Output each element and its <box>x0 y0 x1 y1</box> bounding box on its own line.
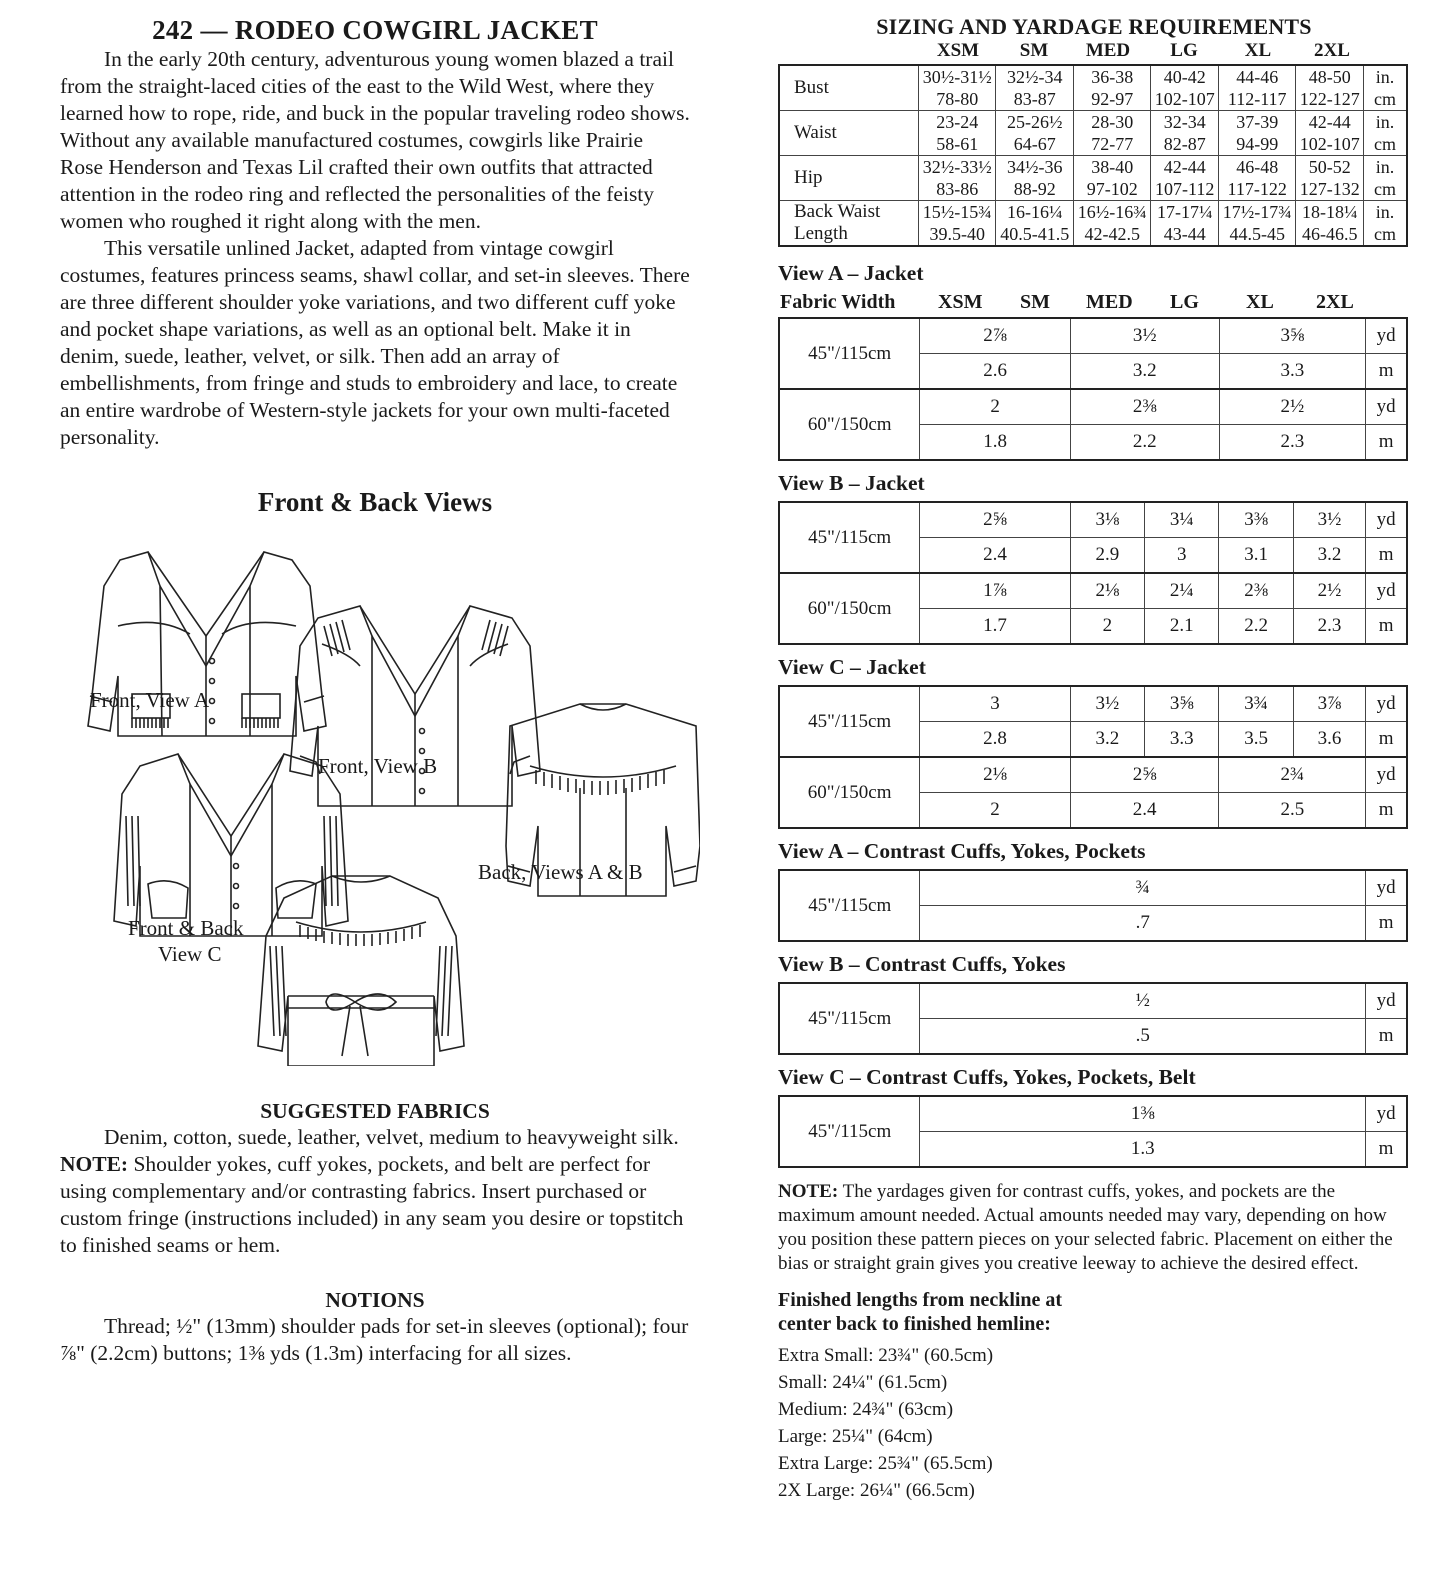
measurement-row <box>779 201 1407 224</box>
measurement-row <box>779 156 1407 179</box>
fabric-width-header <box>778 291 1410 317</box>
measurement-in-cell: 48-50 <box>1296 65 1364 88</box>
size-sm: SM <box>1019 40 1049 61</box>
fabric-width-cell: 60"/150cm <box>779 389 920 460</box>
yardage-yd-cell: 2⅜ <box>1219 573 1293 609</box>
unit-m-label: m <box>1366 425 1407 461</box>
unit-in-label: in. <box>1364 201 1408 224</box>
measurement-in-cell: 17-17¼ <box>1151 201 1219 224</box>
view-c-contrast-title: View C – Contrast Cuffs, Yokes, Pockets, Belt <box>778 1065 1196 1089</box>
size-header-row <box>778 40 1410 64</box>
unit-m-label: m <box>1366 906 1407 942</box>
yardage-yd-cell: 2⅜ <box>1070 389 1219 425</box>
measurement-cm-cell: 78-80 <box>919 88 996 111</box>
fw-size-sm: SM <box>1020 291 1050 313</box>
measurement-in-cell: 17½-17¾ <box>1218 201 1295 224</box>
yardage-m-cell: 2.9 <box>1070 538 1144 574</box>
unit-m-label: m <box>1366 538 1407 574</box>
right-column <box>778 14 1410 1504</box>
measurement-cm-cell: 72-77 <box>1073 133 1150 156</box>
measurement-cm-cell: 82-87 <box>1151 133 1219 156</box>
unit-m-label: m <box>1366 1019 1407 1055</box>
yardage-yd-cell: 3¾ <box>1219 686 1293 722</box>
measurement-row <box>779 111 1407 134</box>
yardage-m-cell: 2.3 <box>1219 425 1366 461</box>
unit-m-label: m <box>1366 1132 1407 1168</box>
measurement-cm-cell: 43-44 <box>1151 223 1219 246</box>
measurement-in-cell: 50-52 <box>1296 156 1364 179</box>
intro-paragraph-2: This versatile unlined Jacket, adapted from vintage cowgirl costumes, features princess seams, shawl collar, and set-in sleeves. There are three different shoulder yoke variations, and two different cuff yoke and pocket shape variations, as well as an optional belt. Make it in denim, suede, leather, velvet, or silk. Then add an array of embellishments, from fringe and studs to embroidery and lace, to create an entire wardrobe of Western-style jackets for your own multi-faceted personality. <box>60 236 690 449</box>
yardage-row <box>779 389 1407 425</box>
yardage-yd-cell: 2 <box>920 389 1071 425</box>
unit-m-label: m <box>1366 609 1407 645</box>
yardage-m-cell: 2.2 <box>1070 425 1219 461</box>
yardage-yd-cell: 2¾ <box>1219 757 1366 793</box>
yardage-row <box>779 318 1407 354</box>
yardage-m-cell: 1.3 <box>920 1132 1366 1168</box>
view-b-jacket-title: View B – Jacket <box>778 471 925 495</box>
intro-paragraph-1: In the early 20th century, adventurous young women blazed a trail from the straight-laced cities of the east to the Wild West, where they learned how to rope, ride, and buck in the popular traveling rodeo shows. Without any available manufactured costumes, cowgirls like Prairie Rose Henderson and Texas Lil crafted their own outfits that attracted attention in the rodeo ring and reflected the personalities of the feisty women who roughed it right along with the men. <box>60 47 690 233</box>
measurement-in-cell: 15½-15¾ <box>919 201 996 224</box>
size-xl: XL <box>1244 40 1272 61</box>
measurement-cm-cell: 42-42.5 <box>1073 223 1150 246</box>
unit-cm-label: cm <box>1364 133 1408 156</box>
suggested-fabrics-heading: SUGGESTED FABRICS <box>260 1099 490 1123</box>
unit-in-label: in. <box>1364 65 1408 88</box>
view-c-contrast-table <box>778 1095 1408 1168</box>
measurement-cm-cell: 112-117 <box>1218 88 1295 111</box>
measurement-cm-cell: 88-92 <box>996 178 1073 201</box>
unit-m-label: m <box>1366 722 1407 758</box>
yardage-m-cell: 3.3 <box>1145 722 1219 758</box>
measurement-label: Hip <box>779 156 919 201</box>
size-2xl: 2XL <box>1314 40 1350 61</box>
yardage-yd-cell: 3½ <box>1070 318 1219 354</box>
yardage-yd-cell: ½ <box>920 983 1366 1019</box>
unit-yd-label: yd <box>1366 573 1407 609</box>
measurement-cm-cell: 92-97 <box>1073 88 1150 111</box>
fabric-width-cell: 45"/115cm <box>779 983 920 1054</box>
measurement-in-cell: 46-48 <box>1218 156 1295 179</box>
jacket-illustrations <box>60 526 700 1066</box>
unit-yd-label: yd <box>1366 757 1407 793</box>
yardage-m-cell: 3.3 <box>1219 354 1366 390</box>
view-b-contrast-table <box>778 982 1408 1055</box>
yardage-m-cell: 2.2 <box>1219 609 1293 645</box>
measurement-in-cell: 34½-36 <box>996 156 1073 179</box>
size-xsm: XSM <box>936 40 980 61</box>
fw-size-2xl: 2XL <box>1316 291 1354 313</box>
left-column <box>60 14 690 1367</box>
fabric-width-cell: 60"/150cm <box>779 757 920 828</box>
measurement-cm-cell: 39.5-40 <box>919 223 996 246</box>
unit-cm-label: cm <box>1364 178 1408 201</box>
measurement-in-cell: 44-46 <box>1218 65 1295 88</box>
measurement-cm-cell: 83-86 <box>919 178 996 201</box>
fw-size-xsm: XSM <box>938 291 983 313</box>
measurement-cm-cell: 40.5-41.5 <box>996 223 1073 246</box>
finished-lengths-heading <box>778 1288 1410 1336</box>
measurement-in-cell: 32-34 <box>1151 111 1219 134</box>
caption-front-back-c-line2: View C <box>158 942 222 966</box>
finished-length-item: Extra Small: 23¾" (60.5cm) <box>778 1345 994 1366</box>
yardage-m-cell: .7 <box>920 906 1366 942</box>
measurement-label: Bust <box>779 65 919 111</box>
finished-head-line1: Finished lengths from neckline at <box>778 1289 1063 1311</box>
measurement-cm-cell: 122-127 <box>1296 88 1364 111</box>
body-measurements-table <box>778 64 1408 247</box>
measurement-in-cell: 38-40 <box>1073 156 1150 179</box>
yardage-row <box>779 502 1407 538</box>
yardage-m-cell: 3.2 <box>1070 354 1219 390</box>
notions-heading: NOTIONS <box>325 1288 425 1312</box>
view-a-yardage-table <box>778 317 1408 461</box>
unit-yd-label: yd <box>1366 686 1407 722</box>
yardage-row <box>779 686 1407 722</box>
finished-length-item: Small: 24¼" (61.5cm) <box>778 1372 948 1393</box>
unit-yd-label: yd <box>1366 1096 1407 1132</box>
fabrics-text-part2: Shoulder yokes, cuff yokes, pockets, and belt are perfect for using complementary and/or contrasting fabrics. Insert purchased or custom fringe (instructions included) in any seam you desire or topstitch to finished seams or hem. <box>60 1152 684 1257</box>
yardage-note-text: The yardages given for contrast cuffs, yokes, and pockets are the maximum amount needed. Actual amounts needed may vary, depending on how you position these pattern pieces on your selected fabric. Placement on either the bias or straight grain gives you creative leeway to achieve the desired effect. <box>778 1181 1393 1274</box>
measurement-row <box>779 65 1407 88</box>
unit-yd-label: yd <box>1366 983 1407 1019</box>
sizing-yardage-title: SIZING AND YARDAGE REQUIREMENTS <box>876 14 1312 39</box>
caption-front-view-a: Front, View A <box>90 688 210 712</box>
yardage-m-cell: 2.3 <box>1293 609 1365 645</box>
fabrics-note-label: NOTE: <box>60 1152 129 1176</box>
yardage-m-cell: .5 <box>920 1019 1366 1055</box>
yardage-yd-cell: 2⅝ <box>920 502 1070 538</box>
finished-length-item: Medium: 24¾" (63cm) <box>778 1399 954 1420</box>
yardage-yd-cell: 3½ <box>1070 686 1144 722</box>
view-c-jacket-title: View C – Jacket <box>778 655 926 679</box>
measurement-cm-cell: 117-122 <box>1218 178 1295 201</box>
caption-front-back-c-line1: Front & Back <box>128 916 244 940</box>
measurement-in-cell: 18-18¼ <box>1296 201 1364 224</box>
measurement-in-cell: 37-39 <box>1218 111 1295 134</box>
yardage-row <box>779 757 1407 793</box>
yardage-m-cell: 2.8 <box>920 722 1070 758</box>
fw-size-xl: XL <box>1246 291 1274 313</box>
yardage-m-cell: 3.6 <box>1293 722 1365 758</box>
fabric-width-label: Fabric Width <box>780 291 896 313</box>
measurement-cm-cell: 94-99 <box>1218 133 1295 156</box>
unit-cm-label: cm <box>1364 88 1408 111</box>
yardage-m-cell: 3.2 <box>1070 722 1144 758</box>
yardage-yd-cell: 3⅝ <box>1219 318 1366 354</box>
yardage-yd-cell: 2⅛ <box>1070 573 1144 609</box>
unit-in-label: in. <box>1364 111 1408 134</box>
view-a-jacket-title: View A – Jacket <box>778 261 924 285</box>
fabric-width-cell: 45"/115cm <box>779 870 920 941</box>
yardage-m-cell: 3.5 <box>1219 722 1293 758</box>
yardage-yd-cell: 3⅜ <box>1219 502 1293 538</box>
finished-length-item: Extra Large: 25¾" (65.5cm) <box>778 1453 993 1474</box>
measurement-in-cell: 42-44 <box>1296 111 1364 134</box>
view-a-contrast-table <box>778 869 1408 942</box>
unit-yd-label: yd <box>1366 870 1407 906</box>
fabric-width-cell: 45"/115cm <box>779 502 920 573</box>
finished-head-line2: center back to finished hemline: <box>778 1313 1051 1335</box>
measurement-cm-cell: 107-112 <box>1151 178 1219 201</box>
yardage-m-cell: 2 <box>920 793 1070 829</box>
yardage-row <box>779 1096 1407 1132</box>
unit-in-label: in. <box>1364 156 1408 179</box>
unit-m-label: m <box>1366 354 1407 390</box>
fabric-width-cell: 45"/115cm <box>779 318 920 389</box>
measurement-cm-cell: 102-107 <box>1296 133 1364 156</box>
caption-front-view-b: Front, View B <box>318 754 438 778</box>
fw-size-lg: LG <box>1170 291 1199 313</box>
yardage-m-cell: 3.1 <box>1219 538 1293 574</box>
view-b-yardage-table <box>778 501 1408 645</box>
yardage-yd-cell: 2½ <box>1293 573 1365 609</box>
measurement-in-cell: 32½-34 <box>996 65 1073 88</box>
yardage-m-cell: 2.4 <box>920 538 1070 574</box>
finished-lengths-list <box>778 1342 1410 1504</box>
measurement-in-cell: 32½-33½ <box>919 156 996 179</box>
unit-yd-label: yd <box>1366 389 1407 425</box>
yardage-yd-cell: 3 <box>920 686 1070 722</box>
size-med: MED <box>1085 40 1131 61</box>
yardage-yd-cell: 3½ <box>1293 502 1365 538</box>
measurement-in-cell: 30½-31½ <box>919 65 996 88</box>
yardage-yd-cell: 3⅞ <box>1293 686 1365 722</box>
finished-length-item: Large: 25¼" (64cm) <box>778 1426 933 1447</box>
measurement-in-cell: 16½-16¾ <box>1073 201 1150 224</box>
yardage-yd-cell: 2¼ <box>1145 573 1219 609</box>
yardage-m-cell: 2.6 <box>920 354 1071 390</box>
jacket-line-drawings <box>60 526 700 1066</box>
yardage-m-cell: 3 <box>1145 538 1219 574</box>
measurement-cm-cell: 83-87 <box>996 88 1073 111</box>
views-heading: Front & Back Views <box>257 487 493 517</box>
yardage-m-cell: 3.2 <box>1293 538 1365 574</box>
measurement-in-cell: 23-24 <box>919 111 996 134</box>
yardage-yd-cell: 2⅛ <box>920 757 1070 793</box>
fabric-width-cell: 60"/150cm <box>779 573 920 644</box>
yardage-yd-cell: 2⅝ <box>1070 757 1219 793</box>
fw-size-med: MED <box>1086 291 1133 313</box>
view-b-contrast-title: View B – Contrast Cuffs, Yokes <box>778 952 1066 976</box>
unit-m-label: m <box>1366 793 1407 829</box>
yardage-yd-cell: 2⅞ <box>920 318 1071 354</box>
measurement-cm-cell: 127-132 <box>1296 178 1364 201</box>
yardage-yd-cell: 2½ <box>1219 389 1366 425</box>
measurement-in-cell: 25-26½ <box>996 111 1073 134</box>
yardage-m-cell: 1.7 <box>920 609 1070 645</box>
measurement-cm-cell: 46-46.5 <box>1296 223 1364 246</box>
finished-length-item: 2X Large: 26¼" (66.5cm) <box>778 1480 975 1501</box>
unit-yd-label: yd <box>1366 318 1407 354</box>
suggested-fabrics-text <box>60 1124 690 1259</box>
yardage-yd-cell: 1⅞ <box>920 573 1070 609</box>
measurement-cm-cell: 44.5-45 <box>1218 223 1295 246</box>
yardage-yd-cell: 1⅜ <box>920 1096 1366 1132</box>
measurement-cm-cell: 58-61 <box>919 133 996 156</box>
fabric-width-cell: 45"/115cm <box>779 686 920 757</box>
view-c-yardage-table <box>778 685 1408 829</box>
measurement-cm-cell: 102-107 <box>1151 88 1219 111</box>
measurement-cm-cell: 64-67 <box>996 133 1073 156</box>
jacket-back-view-c-drawing <box>258 876 464 1066</box>
measurement-cm-cell: 97-102 <box>1073 178 1150 201</box>
view-a-contrast-title: View A – Contrast Cuffs, Yokes, Pockets <box>778 839 1146 863</box>
fabrics-text-part1: Denim, cotton, suede, leather, velvet, medium to heavyweight silk. <box>104 1125 679 1149</box>
measurement-in-cell: 28-30 <box>1073 111 1150 134</box>
yardage-m-cell: 2.4 <box>1070 793 1219 829</box>
yardage-yd-cell: 3⅛ <box>1070 502 1144 538</box>
measurement-in-cell: 36-38 <box>1073 65 1150 88</box>
yardage-row <box>779 870 1407 906</box>
yardage-m-cell: 2 <box>1070 609 1144 645</box>
yardage-yd-cell: ¾ <box>920 870 1366 906</box>
fabric-width-cell: 45"/115cm <box>779 1096 920 1167</box>
measurement-in-cell: 16-16¼ <box>996 201 1073 224</box>
yardage-yd-cell: 3⅝ <box>1145 686 1219 722</box>
measurement-in-cell: 42-44 <box>1151 156 1219 179</box>
unit-cm-label: cm <box>1364 223 1408 246</box>
jacket-front-view-c-drawing <box>114 754 348 936</box>
yardage-yd-cell: 3¼ <box>1145 502 1219 538</box>
pattern-title: 242 — RODEO COWGIRL JACKET <box>152 15 598 45</box>
caption-back-views-ab: Back, Views A & B <box>478 860 643 884</box>
measurement-label: Waist <box>779 111 919 156</box>
measurement-in-cell: 40-42 <box>1151 65 1219 88</box>
yardage-note-label: NOTE: <box>778 1181 839 1202</box>
yardage-m-cell: 2.1 <box>1145 609 1219 645</box>
unit-yd-label: yd <box>1366 502 1407 538</box>
measurement-label: Back Waist Length <box>779 201 919 247</box>
yardage-m-cell: 1.8 <box>920 425 1071 461</box>
yardage-note <box>778 1180 1410 1276</box>
yardage-m-cell: 2.5 <box>1219 793 1366 829</box>
yardage-row <box>779 573 1407 609</box>
yardage-row <box>779 983 1407 1019</box>
notions-text: Thread; ½" (13mm) shoulder pads for set-in sleeves (optional); four ⅞" (2.2cm) buttons; 1⅜ yds (1.3m) interfacing for all sizes. <box>60 1314 689 1365</box>
size-lg: LG <box>1170 40 1198 61</box>
